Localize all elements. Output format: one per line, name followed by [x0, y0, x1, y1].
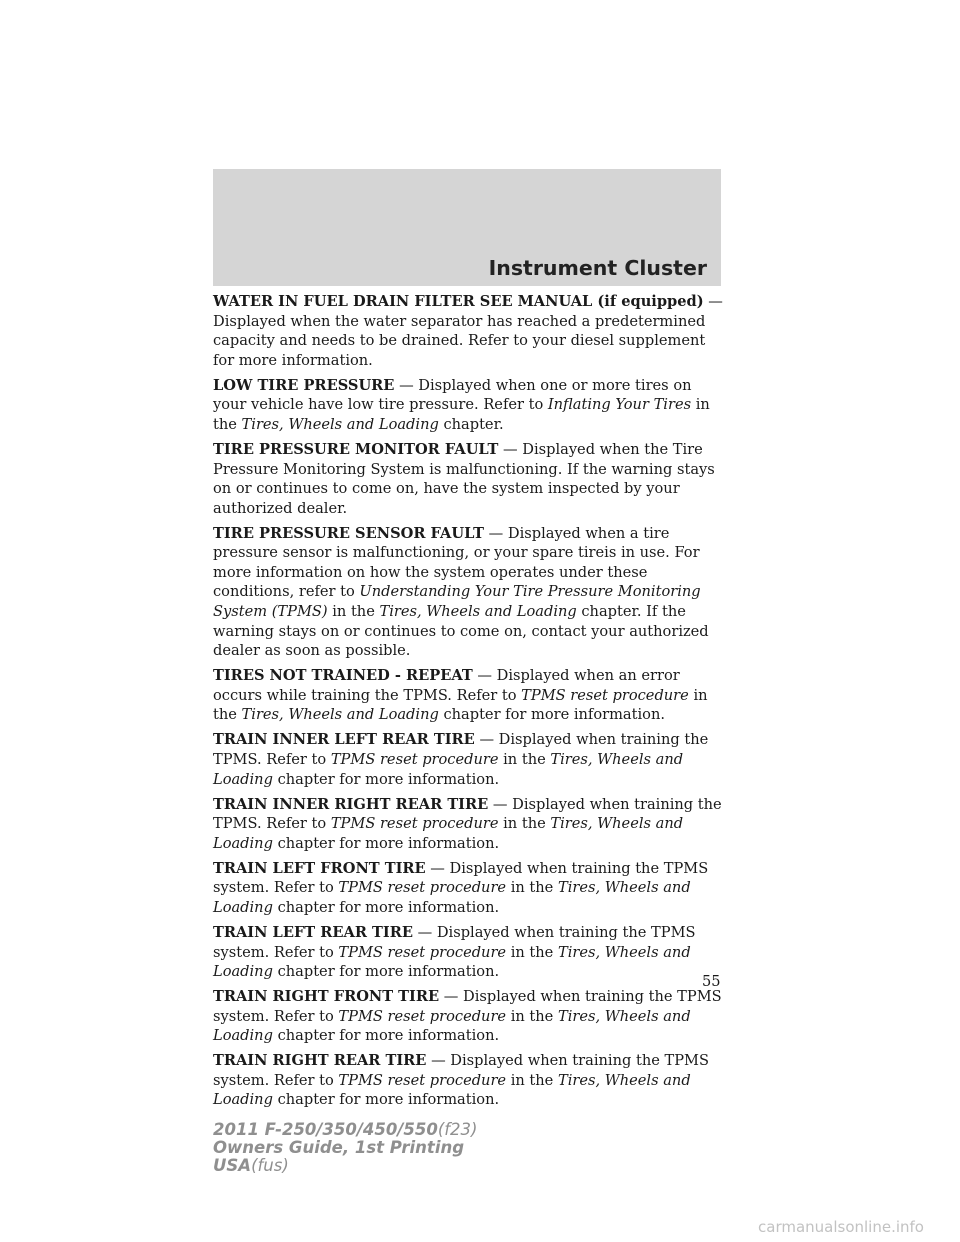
- message-term: TIRE PRESSURE MONITOR FAULT: [213, 440, 499, 458]
- cross-reference: Tires, Wheels and Loading: [379, 603, 577, 621]
- footer-printing: Owners Guide, 1st Printing: [213, 1138, 465, 1157]
- message-description: — Displayed when an error occurs while training the TPMS. Refer to: [213, 667, 680, 704]
- message-description: in the: [213, 686, 708, 724]
- message-description: — Displayed when training the TPMS system. Refer to: [213, 988, 722, 1025]
- cross-reference: TPMS reset procedure: [330, 751, 499, 769]
- message-term: TRAIN INNER RIGHT REAR TIRE: [213, 795, 489, 813]
- footer-model-line: [213, 1121, 478, 1139]
- message-description: — Displayed when training the TPMS system. Refer to: [213, 859, 709, 897]
- message-description: chapter for more information.: [272, 898, 500, 916]
- message-description: chapter for more information.: [272, 1027, 500, 1045]
- message-description: in the: [506, 1007, 558, 1025]
- message-description: chapter for more information.: [272, 1091, 500, 1109]
- message-description: — Displayed when the water separator has reached a predetermined capacity and needs to be drained. Refer to your diesel supplement for more information.: [213, 293, 723, 369]
- document-footer: [213, 1121, 478, 1175]
- section-title: Instrument Cluster: [488, 256, 707, 280]
- cross-reference: Understanding Your Tire Pressure Monitoring System (TPMS): [213, 583, 701, 621]
- message-description: chapter for more information.: [438, 706, 665, 724]
- message-description: in the: [498, 815, 551, 833]
- message-entry: [213, 987, 728, 1046]
- message-term: TIRES NOT TRAINED - REPEAT: [213, 667, 473, 685]
- message-term: TRAIN RIGHT FRONT TIRE: [213, 988, 440, 1006]
- message-term: TRAIN LEFT REAR TIRE: [213, 923, 413, 941]
- cross-reference: Inflating Your Tires: [547, 396, 692, 414]
- message-description: in the: [506, 943, 558, 961]
- section-header-band: [213, 169, 721, 286]
- cross-reference: Tires, Wheels and Loading: [241, 706, 439, 724]
- page-number: 55: [702, 973, 721, 990]
- message-description: chapter. If the warning stays on or continues to come on, contact your authorized dealer as soon as possible.: [213, 603, 709, 660]
- cross-reference: TPMS reset procedure: [330, 815, 499, 833]
- footer-market-line: [213, 1157, 478, 1175]
- message-term: TIRE PRESSURE SENSOR FAULT: [213, 524, 485, 542]
- cross-reference: TPMS reset procedure: [338, 1007, 507, 1025]
- message-description: — Displayed when training the TPMS. Refer to: [213, 795, 722, 833]
- cross-reference: TPMS reset procedure: [338, 943, 507, 961]
- message-description: — Displayed when training the TPMS system. Refer to: [213, 1052, 709, 1089]
- cross-reference: TPMS reset procedure: [338, 1071, 507, 1089]
- message-description: — Displayed when one or more tires on your vehicle have low tire pressure. Refer to: [213, 376, 692, 414]
- message-description: — Displayed when a tire pressure sensor is malfunctioning, or your spare tireis in use. For more information on how the system operates under these conditions, refer to: [213, 524, 700, 601]
- message-description: in the: [213, 396, 710, 433]
- message-description: in the: [506, 879, 558, 897]
- message-description: in the: [506, 1071, 558, 1089]
- message-term: WATER IN FUEL DRAIN FILTER SEE MANUAL (if equipped): [213, 293, 704, 310]
- message-description: in the: [327, 603, 380, 621]
- cross-reference: Tires, Wheels and Loading: [213, 1007, 691, 1045]
- message-entry: [213, 440, 728, 518]
- message-entry: [213, 859, 728, 918]
- cross-reference: Tires, Wheels and Loading: [213, 943, 691, 981]
- message-description: chapter for more information.: [272, 770, 500, 788]
- message-entry: [213, 730, 728, 789]
- footer-market-code: (fus): [251, 1156, 289, 1175]
- cross-reference: Tires, Wheels and Loading: [213, 815, 684, 852]
- message-entry: [213, 666, 728, 725]
- message-description: chapter for more information.: [272, 834, 500, 852]
- cross-reference: TPMS reset procedure: [521, 686, 689, 704]
- message-entry: [213, 524, 728, 661]
- footer-model: 2011 F-250/350/450/550: [213, 1120, 438, 1139]
- message-entry: [213, 292, 728, 370]
- footer-model-code: (f23): [437, 1120, 478, 1139]
- watermark: carmanualsonline.info: [758, 1218, 924, 1236]
- message-description: — Displayed when the Tire Pressure Monitoring System is malfunctioning. If the warning stays on or continues to come on, have the system inspected by your authorized dealer.: [213, 440, 715, 517]
- message-term: TRAIN LEFT FRONT TIRE: [213, 859, 426, 877]
- message-entry: [213, 376, 728, 435]
- message-description: chapter for more information.: [272, 963, 500, 981]
- cross-reference: Tires, Wheels and Loading: [213, 751, 684, 788]
- cross-reference: TPMS reset procedure: [338, 879, 507, 897]
- message-term: TRAIN RIGHT REAR TIRE: [213, 1052, 427, 1070]
- message-term: LOW TIRE PRESSURE: [213, 376, 395, 394]
- message-entry: [213, 795, 728, 854]
- message-description: chapter.: [438, 415, 504, 433]
- message-entry: [213, 923, 728, 982]
- footer-market: USA: [213, 1156, 252, 1175]
- cross-reference: Tires, Wheels and Loading: [213, 879, 691, 916]
- message-description: — Displayed when training the TPMS system. Refer to: [213, 923, 696, 961]
- cross-reference: Tires, Wheels and Loading: [241, 415, 439, 433]
- message-term: TRAIN INNER LEFT REAR TIRE: [213, 731, 475, 749]
- cross-reference: Tires, Wheels and Loading: [213, 1071, 691, 1109]
- message-description: in the: [498, 751, 551, 769]
- message-entry: [213, 1051, 728, 1110]
- message-list: [213, 292, 728, 1115]
- message-description: — Displayed when training the TPMS. Refer to: [213, 731, 709, 769]
